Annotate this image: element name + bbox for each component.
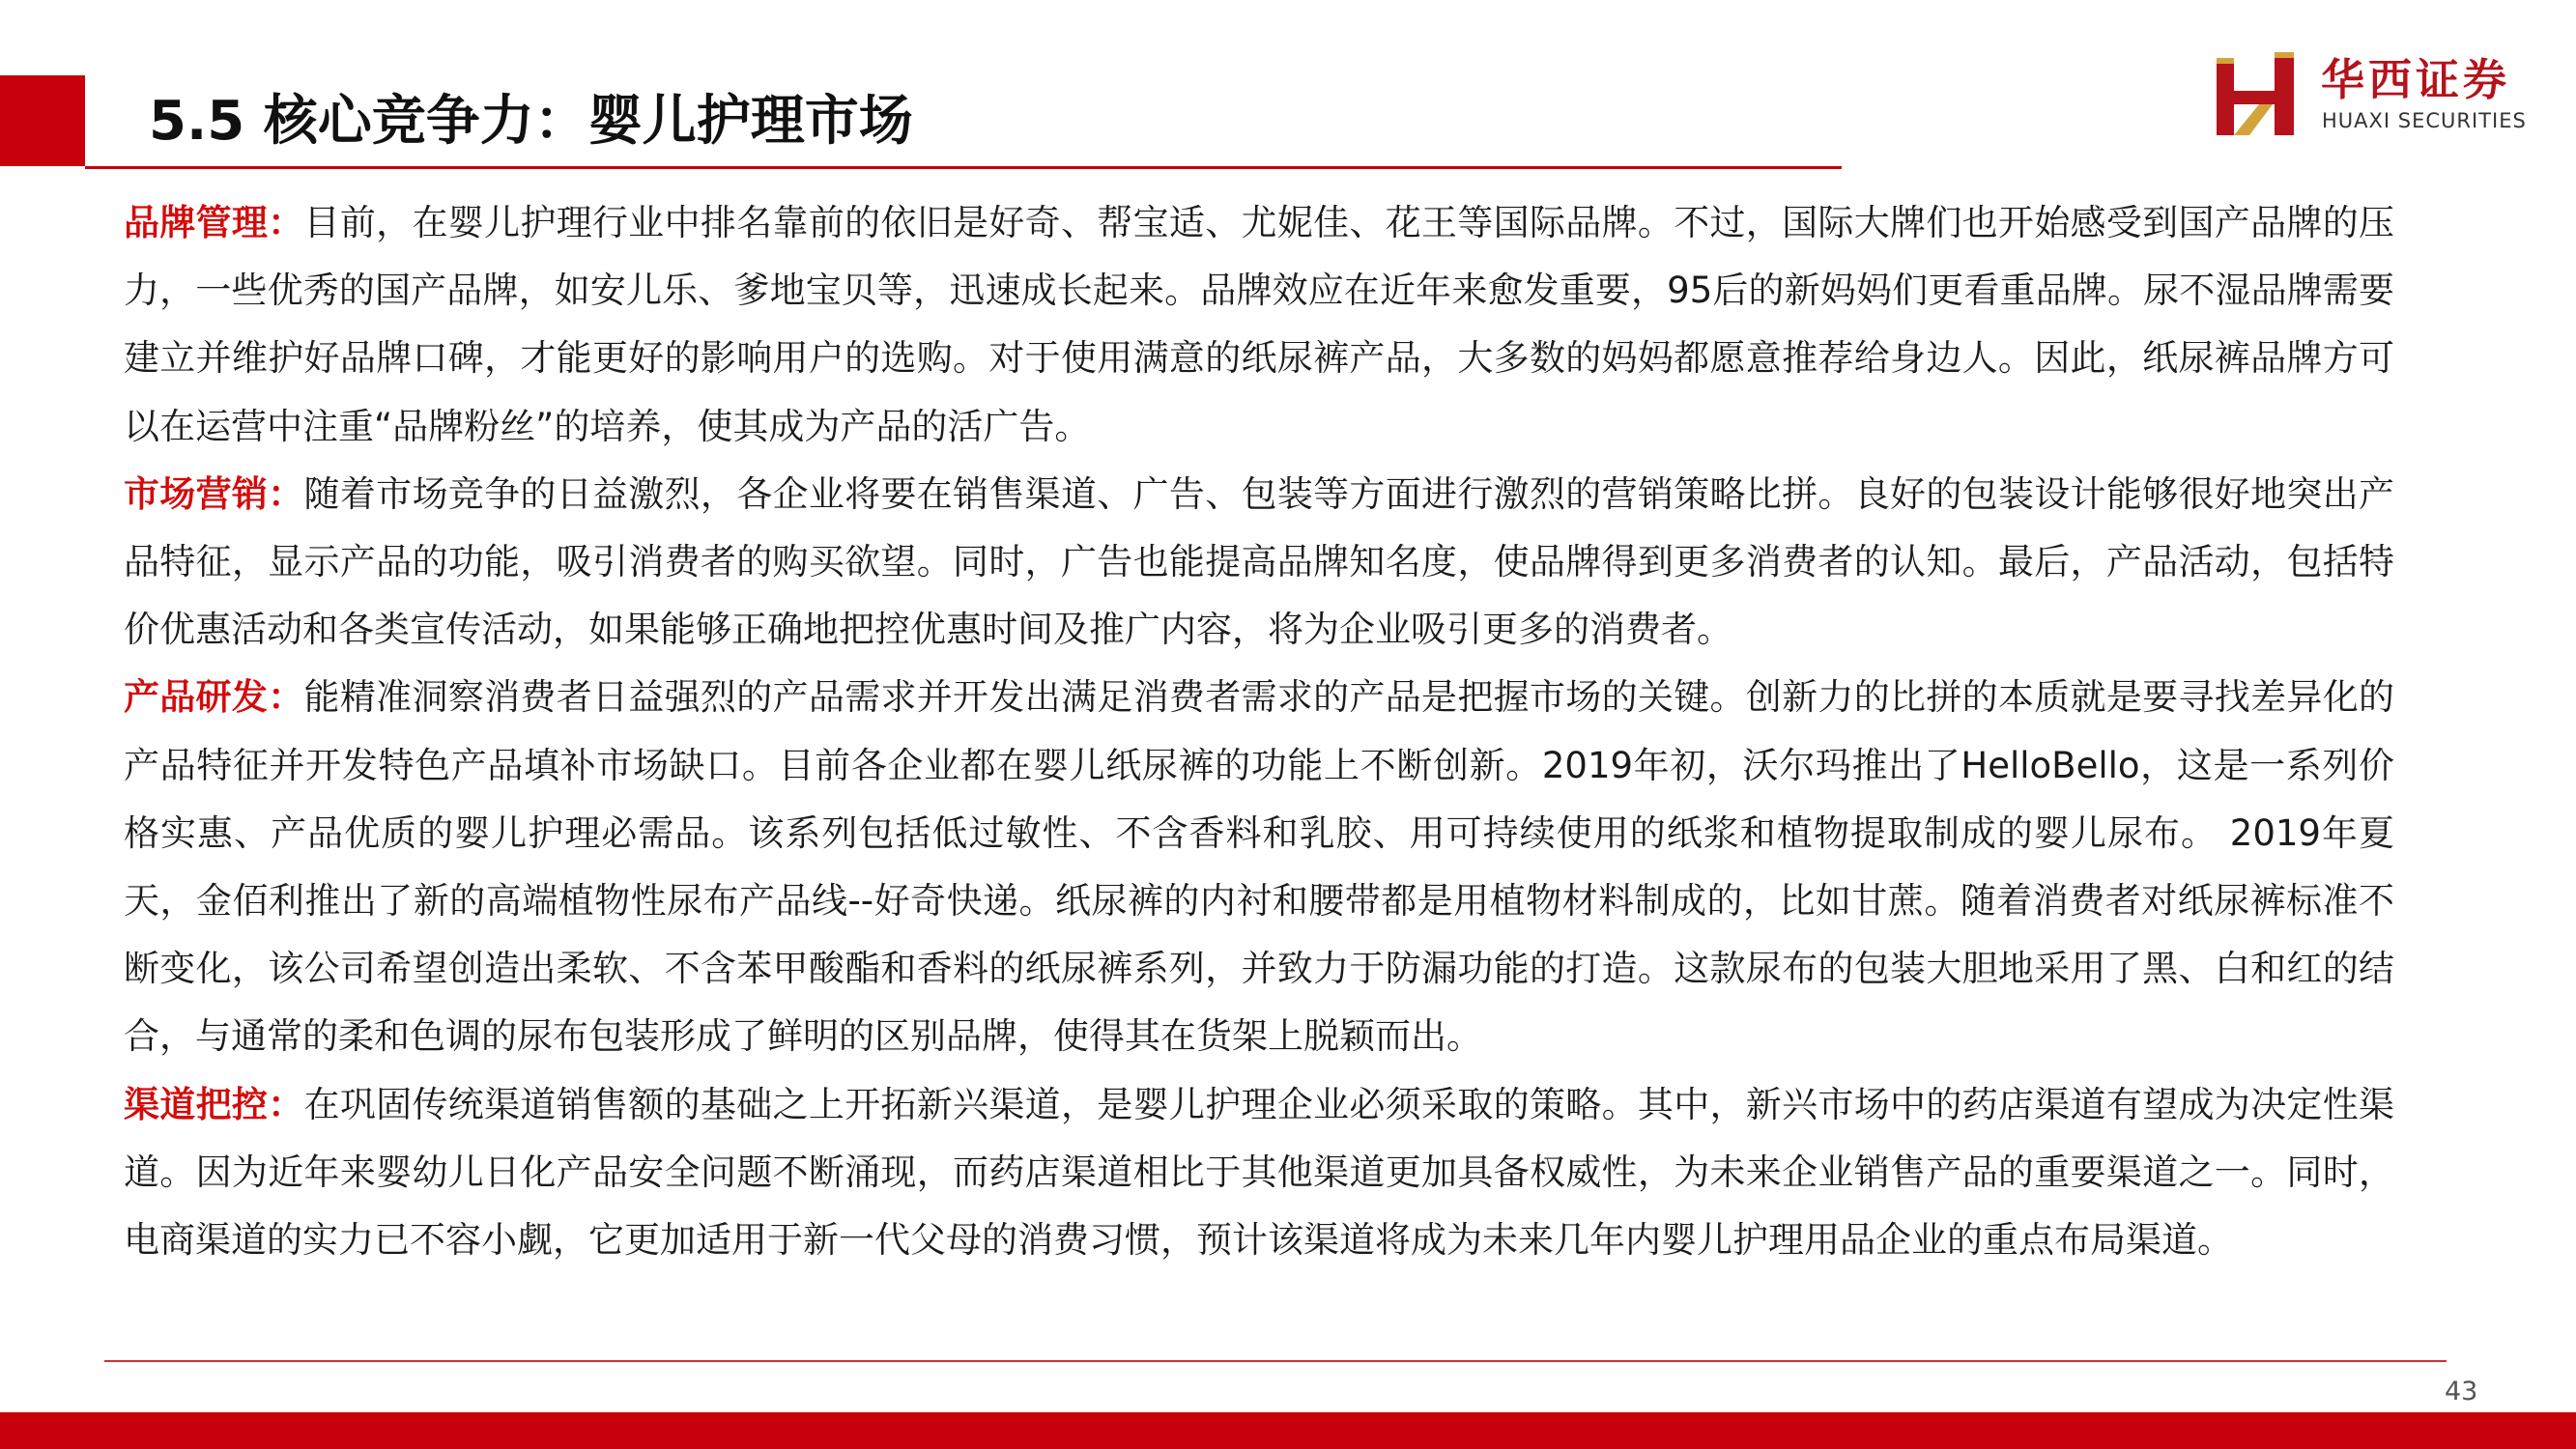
title-accent-block [0, 75, 85, 166]
section-text: 能精准洞察消费者日益强烈的产品需求并开发出满足消费者需求的产品是把握市场的关键。创新力的比拼的本质就是要寻找差异化的产品特征并开发特色产品填补市场缺口。目前各企业都在婴儿纸尿裤的功能上不断创新。2019年初，沃尔玛推出了HelloBello，这是一系列价格实惠、产品优质的婴儿护理必需品。该系列包括低过敏性、不含香料和乳胶、用可持续使用的纸浆和植物提取制成的婴儿尿布。 2019年夏天，金佰利推出了新的高端植物性尿布产品线--好奇快递。纸尿裤的内衬和腰带都是用植物材料制成的，比如甘蔗。随着消费者对纸尿裤标准不断变化，该公司希望创造出柔软、不含苯甲酸酯和香料的纸尿裤系列，并致力于防漏功能的打造。这款尿布的包装大胆地采用了黑、白和红的结合，与通常的柔和色调的尿布包装形成了鲜明的区别品牌，使得其在货架上脱颖而出。 [124, 676, 2395, 1058]
page-number: 43 [2445, 1377, 2478, 1406]
section-text: 目前，在婴儿护理行业中排名靠前的依旧是好奇、帮宝适、尤妮佳、花王等国际品牌。不过，国际大牌们也开始感受到国产品牌的压力，一些优秀的国产品牌，如安儿乐、爹地宝贝等，迅速成长起来。品牌效应在近年来愈发重要，95后的新妈妈们更看重品牌。尿不湿品牌需要建立并维护好品牌口碑，才能更好的影响用户的选购。对于使用满意的纸尿裤产品，大多数的妈妈都愿意推荐给身边人。因此，纸尿裤品牌方可以在运营中注重“品牌粉丝”的培养，使其成为产品的活广告。 [124, 202, 2395, 447]
section-brand-management [124, 189, 2394, 461]
section-label: 市场营销： [124, 472, 304, 515]
logo-name-en: HUAXI SECURITIES [2322, 109, 2527, 132]
company-logo [2217, 52, 2532, 139]
section-marketing [124, 461, 2394, 665]
section-label: 产品研发： [124, 676, 304, 719]
section-product-rd [124, 664, 2394, 1070]
huaxi-logo-mark-icon [2217, 52, 2309, 139]
section-label: 渠道把控： [124, 1083, 304, 1125]
page-title: 5.5 核心竞争力：婴儿护理市场 [149, 90, 913, 153]
body-content [124, 189, 2394, 1274]
section-text: 随着市场竞争的日益激烈，各企业将要在销售渠道、广告、包装等方面进行激烈的营销策略比拼。良好的包装设计能够很好地突出产品特征，显示产品的功能，吸引消费者的购买欲望。同时，广告也能提高品牌知名度，使品牌得到更多消费者的认知。最后，产品活动，包括特价优惠活动和各类宣传活动，如果能够正确地把控优惠时间及推广内容，将为企业吸引更多的消费者。 [124, 472, 2395, 651]
section-channel-control [124, 1071, 2394, 1275]
footer-divider [104, 1360, 2447, 1362]
footer-bar [0, 1412, 2576, 1449]
section-label: 品牌管理： [124, 202, 304, 243]
title-underline [85, 166, 1842, 169]
logo-name-cn: 华西证券 [2321, 54, 2511, 105]
section-text: 在巩固传统渠道销售额的基础之上开拓新兴渠道，是婴儿护理企业必须采取的策略。其中，新兴市场中的药店渠道有望成为决定性渠道。因为近年来婴幼儿日化产品安全问题不断涌现，而药店渠道相比于其他渠道更加具备权威性，为未来企业销售产品的重要渠道之一。同时，电商渠道的实力已不容小觑，它更加适用于新一代父母的消费习惯，预计该渠道将成为未来几年内婴儿护理用品企业的重点布局渠道。 [124, 1083, 2395, 1262]
